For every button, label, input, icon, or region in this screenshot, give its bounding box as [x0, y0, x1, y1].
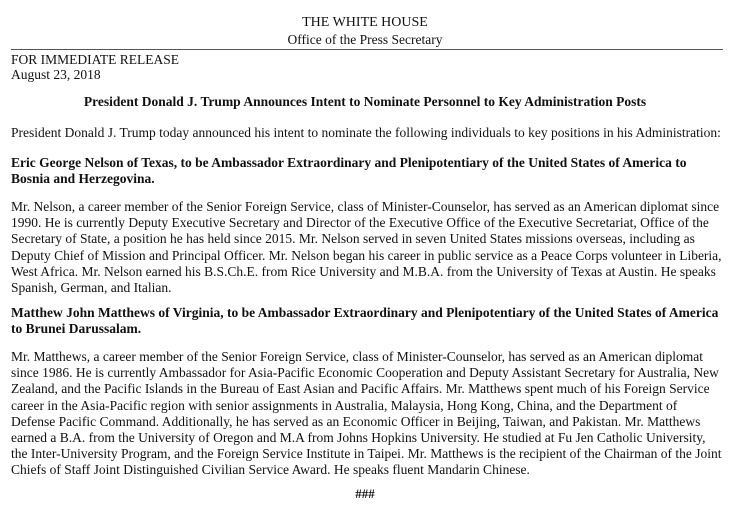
- release-info: [11, 52, 179, 82]
- nominee-heading-matthews: Matthew John Matthews of Virginia, to be Ambassador Extraordinary and Plenipotentiary of the United States of America to Brunei Darussalam.: [11, 305, 719, 337]
- letterhead: [0, 14, 730, 48]
- header-divider: [11, 49, 723, 50]
- nominee-bio-matthews: Mr. Matthews, a career member of the Senior Foreign Service, class of Minister-Counselor, has served as an American diplomat since 1986. He is currently Ambassador for Asia-Pacific Economic Cooperation and Deputy Assistant Secretary for Australia, New Zealand, and the Pacific Islands in the Bureau of East Asian and Pacific Affairs. Mr. Matthews spent much of his Foreign Service career in the Asia-Pacific region with senior assignments in Australia, Malaysia, Hong Kong, China, and the Department of Defense Pacific Command. Additionally, he has served as an Economic Officer in Beijing, Taiwan, and Pakistan. Mr. Matthews earned a B.A. from the University of Oregon and M.A from Johns Hopkins University. He studied at Fu Jen Catholic University, the Inter-University Program, and the Foreign Service Institute in Taipei. Mr. Matthews is the recipient of the Chairman of the Joint Chiefs of Staff Joint Distinguished Civilian Service Award. He speaks fluent Mandarin Chinese.: [11, 349, 722, 478]
- release-date: August 23, 2018: [11, 67, 101, 82]
- page-title: President Donald J. Trump Announces Intent to Nominate Personnel to Key Administration Posts: [83, 94, 647, 109]
- office-name: Office of the Press Secretary: [287, 32, 443, 47]
- end-of-release-mark: ###: [355, 486, 375, 501]
- release-label: FOR IMMEDIATE RELEASE: [11, 52, 179, 67]
- nominee-heading-nelson: Eric George Nelson of Texas, to be Ambassador Extraordinary and Plenipotentiary of the United States of America to Bosnia and Herzegovina.: [11, 155, 687, 187]
- intro-paragraph: President Donald J. Trump today announced his intent to nominate the following individuals to key positions in his Administration:: [11, 125, 721, 140]
- nominee-bio-nelson: Mr. Nelson, a career member of the Senior Foreign Service, class of Minister-Counselor, has served as an American diplomat since 1990. He is currently Deputy Executive Secretary and Director of the Executive Office of the Executive Secretariat, Office of the Secretary of State, a position he has held since 2015. Mr. Nelson served in seven United States missions overseas, including as Deputy Chief of Mission and Principal Officer. Mr. Nelson began his career in public service as a Peace Corps volunteer in Liberia, West Africa. Mr. Nelson earned his B.S.Ch.E. from Rice University and M.B.A. from the University of Texas at Austin. He speaks Spanish, German, and Italian.: [11, 199, 722, 296]
- org-name: THE WHITE HOUSE: [302, 15, 428, 30]
